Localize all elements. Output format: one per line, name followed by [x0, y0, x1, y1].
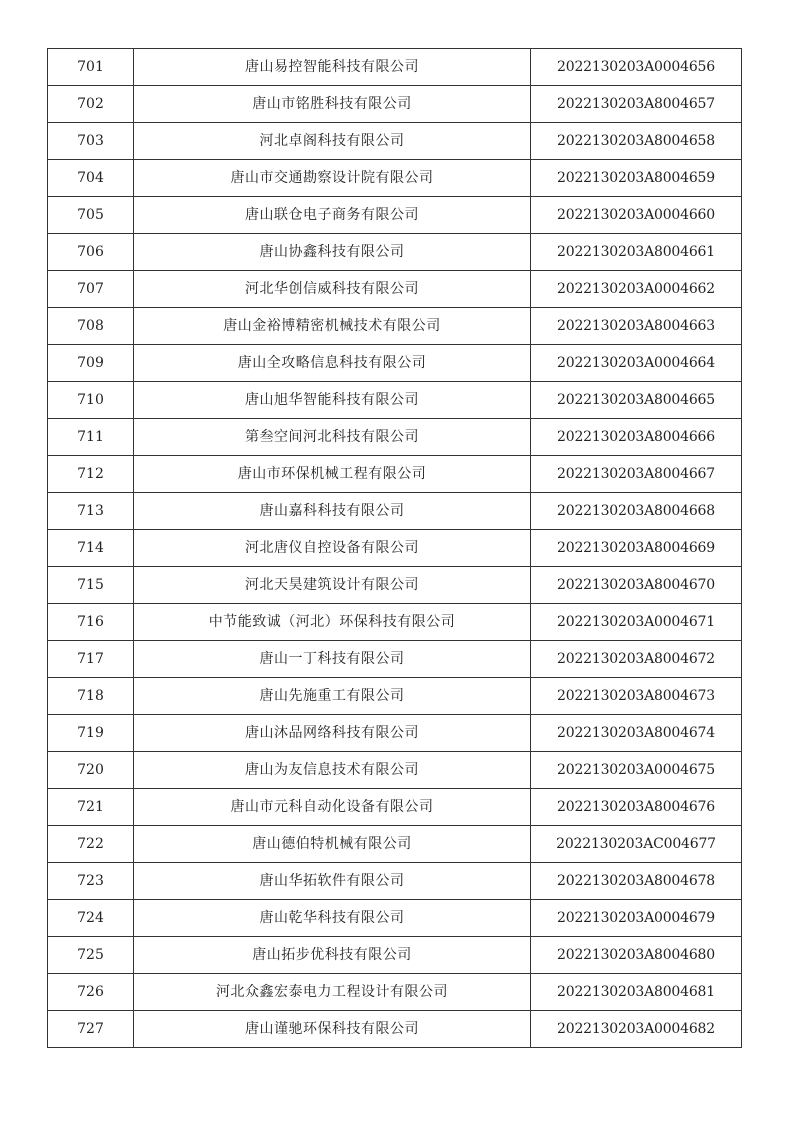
row-number: 713	[48, 493, 134, 530]
table-row	[48, 456, 742, 493]
registration-code: 2022130203A8004663	[531, 308, 742, 345]
table-row	[48, 789, 742, 826]
company-name: 唐山联仓电子商务有限公司	[134, 197, 531, 234]
registration-code: 2022130203A8004676	[531, 789, 742, 826]
registration-code: 2022130203A8004672	[531, 641, 742, 678]
row-number: 716	[48, 604, 134, 641]
table-row	[48, 308, 742, 345]
row-number: 727	[48, 1011, 134, 1048]
row-number: 709	[48, 345, 134, 382]
company-name: 唐山市环保机械工程有限公司	[134, 456, 531, 493]
row-number: 712	[48, 456, 134, 493]
registration-code: 2022130203A8004678	[531, 863, 742, 900]
registration-table-body	[48, 49, 742, 1048]
company-name: 唐山拓步优科技有限公司	[134, 937, 531, 974]
registration-code: 2022130203A8004657	[531, 86, 742, 123]
company-name: 唐山德伯特机械有限公司	[134, 826, 531, 863]
table-row	[48, 271, 742, 308]
registration-code: 2022130203A0004675	[531, 752, 742, 789]
company-name: 河北唐仪自控设备有限公司	[134, 530, 531, 567]
company-name: 唐山嘉科科技有限公司	[134, 493, 531, 530]
registration-code: 2022130203A8004670	[531, 567, 742, 604]
table-row	[48, 974, 742, 1011]
company-name: 唐山旭华智能科技有限公司	[134, 382, 531, 419]
registration-code: 2022130203A0004660	[531, 197, 742, 234]
registration-code: 2022130203A8004680	[531, 937, 742, 974]
registration-code: 2022130203A8004669	[531, 530, 742, 567]
company-name: 第叁空间河北科技有限公司	[134, 419, 531, 456]
table-row	[48, 863, 742, 900]
company-name: 唐山市元科自动化设备有限公司	[134, 789, 531, 826]
table-row	[48, 530, 742, 567]
company-name: 唐山一丁科技有限公司	[134, 641, 531, 678]
registration-code: 2022130203A8004666	[531, 419, 742, 456]
row-number: 706	[48, 234, 134, 271]
registration-table	[47, 48, 742, 1048]
row-number: 710	[48, 382, 134, 419]
row-number: 722	[48, 826, 134, 863]
registration-code: 2022130203AC004677	[531, 826, 742, 863]
company-name: 河北华创信威科技有限公司	[134, 271, 531, 308]
company-name: 唐山先施重工有限公司	[134, 678, 531, 715]
company-name: 河北天昊建筑设计有限公司	[134, 567, 531, 604]
registration-code: 2022130203A8004674	[531, 715, 742, 752]
company-name: 唐山为友信息技术有限公司	[134, 752, 531, 789]
company-name: 唐山沐品网络科技有限公司	[134, 715, 531, 752]
table-row	[48, 937, 742, 974]
row-number: 717	[48, 641, 134, 678]
company-name: 河北众鑫宏泰电力工程设计有限公司	[134, 974, 531, 1011]
table-row	[48, 197, 742, 234]
table-row	[48, 1011, 742, 1048]
row-number: 707	[48, 271, 134, 308]
row-number: 724	[48, 900, 134, 937]
row-number: 719	[48, 715, 134, 752]
row-number: 715	[48, 567, 134, 604]
row-number: 711	[48, 419, 134, 456]
table-row	[48, 86, 742, 123]
table-row	[48, 234, 742, 271]
row-number: 723	[48, 863, 134, 900]
table-row	[48, 752, 742, 789]
registration-code: 2022130203A8004661	[531, 234, 742, 271]
company-name: 中节能致诚（河北）环保科技有限公司	[134, 604, 531, 641]
company-name: 唐山谨驰环保科技有限公司	[134, 1011, 531, 1048]
table-row	[48, 826, 742, 863]
company-name: 唐山市交通勘察设计院有限公司	[134, 160, 531, 197]
company-name: 唐山易控智能科技有限公司	[134, 49, 531, 86]
registration-code: 2022130203A8004665	[531, 382, 742, 419]
row-number: 703	[48, 123, 134, 160]
table-row	[48, 123, 742, 160]
row-number: 702	[48, 86, 134, 123]
table-row	[48, 345, 742, 382]
company-name: 唐山金裕博精密机械技术有限公司	[134, 308, 531, 345]
registration-code: 2022130203A8004681	[531, 974, 742, 1011]
company-name: 河北卓阁科技有限公司	[134, 123, 531, 160]
table-row	[48, 715, 742, 752]
table-row	[48, 678, 742, 715]
row-number: 726	[48, 974, 134, 1011]
registration-code: 2022130203A0004656	[531, 49, 742, 86]
registration-code: 2022130203A0004671	[531, 604, 742, 641]
company-name: 唐山华拓软件有限公司	[134, 863, 531, 900]
row-number: 720	[48, 752, 134, 789]
row-number: 708	[48, 308, 134, 345]
table-row	[48, 49, 742, 86]
row-number: 704	[48, 160, 134, 197]
row-number: 718	[48, 678, 134, 715]
registration-code: 2022130203A0004682	[531, 1011, 742, 1048]
table-row	[48, 567, 742, 604]
registration-code: 2022130203A0004662	[531, 271, 742, 308]
row-number: 701	[48, 49, 134, 86]
company-name: 唐山全攻略信息科技有限公司	[134, 345, 531, 382]
registration-code: 2022130203A0004664	[531, 345, 742, 382]
table-row	[48, 160, 742, 197]
company-name: 唐山市铭胜科技有限公司	[134, 86, 531, 123]
registration-code: 2022130203A8004668	[531, 493, 742, 530]
row-number: 721	[48, 789, 134, 826]
row-number: 714	[48, 530, 134, 567]
table-row	[48, 382, 742, 419]
company-name: 唐山协鑫科技有限公司	[134, 234, 531, 271]
registration-code: 2022130203A8004673	[531, 678, 742, 715]
registration-code: 2022130203A8004658	[531, 123, 742, 160]
table-row	[48, 419, 742, 456]
registration-code: 2022130203A0004679	[531, 900, 742, 937]
company-name: 唐山乾华科技有限公司	[134, 900, 531, 937]
table-row	[48, 493, 742, 530]
row-number: 725	[48, 937, 134, 974]
table-row	[48, 641, 742, 678]
table-row	[48, 900, 742, 937]
registration-code: 2022130203A8004659	[531, 160, 742, 197]
table-row	[48, 604, 742, 641]
registration-code: 2022130203A8004667	[531, 456, 742, 493]
row-number: 705	[48, 197, 134, 234]
